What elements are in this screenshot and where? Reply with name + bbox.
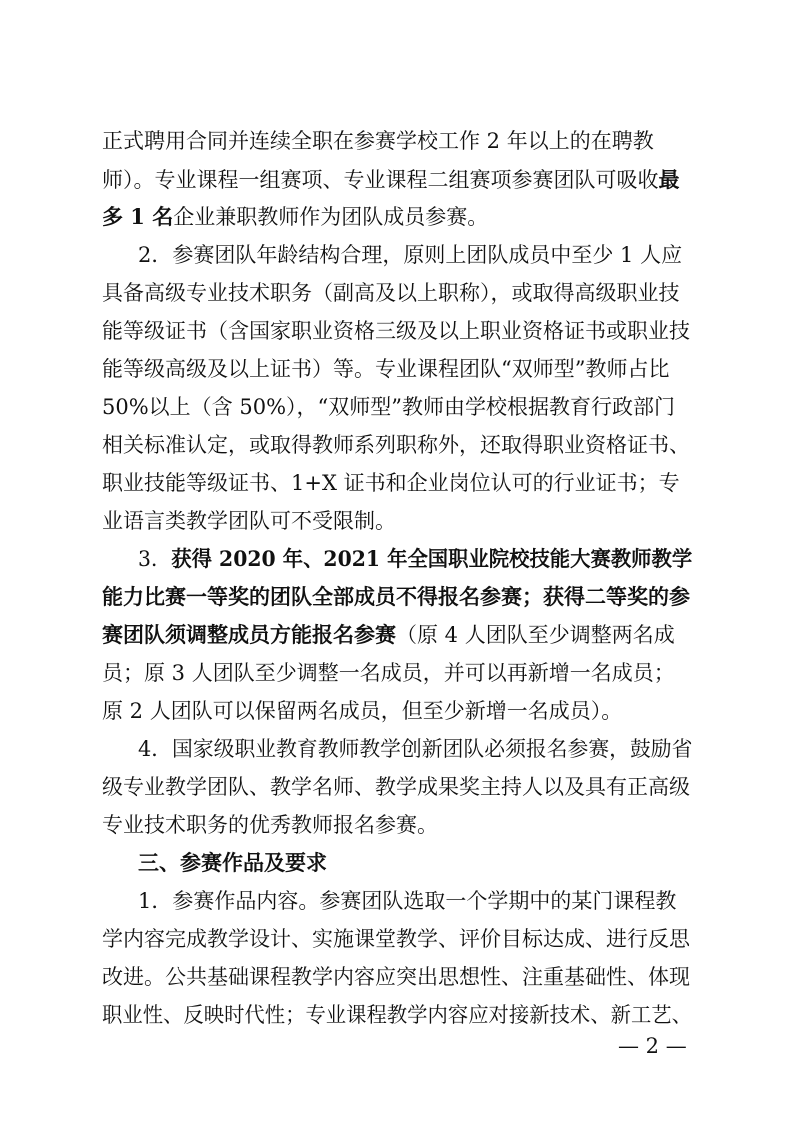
text-run: （原 4 人团队至少调整两名成 [396,623,675,647]
text-line [102,925,692,953]
text-run: 企业兼职教师作为团队成员参赛。 [173,205,489,229]
heading-text: 三、参赛作品及要求 [138,851,327,875]
text-run: 学内容完成教学设计、实施课堂教学、评价目标达成、进行反思 [102,927,690,951]
text-run: 职业技能等级证书、1+X 证书和企业岗位认可的行业证书；专 [102,471,680,495]
text-line [102,203,692,231]
bold-text-run: 能力比赛一等奖的团队全部成员不得报名参赛；获得二等奖的参 [102,584,690,609]
text-line [102,393,692,421]
text-run: 原 2 人团队可以保留两名成员，但至少新增一名成员）。 [102,699,623,723]
text-run: 能等级高级及以上证书）等。专业课程团队“双师型”教师占比 [102,357,670,381]
text-run: 能等级证书（含国家职业资格三级及以上职业资格证书或职业技 [102,319,690,343]
paragraph-start [138,887,692,915]
text-run: 师）。专业课程一组赛项、专业课程二组赛项参赛团队可吸收 [102,168,659,192]
paragraph-start [138,241,692,269]
text-line [102,697,692,725]
text-run: 具备高级专业技术职务（副高及以上职称），或取得高级职业技 [102,281,680,305]
text-line [102,1001,692,1029]
text-run: 50%以上（含 50%），“双师型”教师由学校根据教育行政部门 [102,395,675,419]
bold-text-run: 多 1 名 [102,204,174,229]
text-run: 职业性、反映时代性；专业课程教学内容应对接新技术、新工艺、 [102,1003,692,1027]
text-line [102,659,692,687]
text-line [102,963,692,991]
text-line [102,431,692,459]
text-line [102,507,692,535]
text-line [102,773,692,801]
bold-text-run: 赛团队须调整成员方能报名参赛 [102,622,396,647]
section-heading [138,849,692,877]
paragraph-start [138,735,693,763]
text-run: 3． [138,547,172,571]
text-run: 改进。公共基础课程教学内容应突出思想性、注重基础性、体现 [102,965,690,989]
text-run: 员；原 3 人团队至少调整一名成员，并可以再新增一名成员； [102,661,675,685]
text-line [102,811,692,839]
bold-text-run: 最 [658,167,680,192]
text-run: 级专业教学团队、教学名师、教学成果奖主持人以及具有正高级 [102,775,690,799]
text-run: 业语言类教学团队可不受限制。 [102,509,396,533]
page-number: — 2 — [618,1034,687,1058]
text-line [102,166,692,194]
text-line [102,317,692,345]
text-line [102,279,692,307]
text-line [102,469,692,497]
text-run: 1．参赛作品内容。参赛团队选取一个学期中的某门课程教 [138,889,677,913]
text-run: 4．国家级职业教育教师教学创新团队必须报名参赛，鼓励省 [138,737,693,761]
paragraph-start [138,545,693,573]
bold-text-run: 获得 2020 年、2021 年全国职业院校技能大赛教师教学 [171,546,693,571]
text-line [102,583,692,611]
text-line [102,621,692,649]
text-line [102,127,692,155]
text-run: 专业技术职务的优秀教师报名参赛。 [102,813,438,837]
text-run: 正式聘用合同并连续全职在参赛学校工作 2 年以上的在聘教 [102,129,654,153]
text-line [102,355,692,383]
text-run: 2．参赛团队年龄结构合理，原则上团队成员中至少 1 人应 [138,243,683,267]
text-run: 相关标准认定，或取得教师系列职称外，还取得职业资格证书、 [102,433,690,457]
